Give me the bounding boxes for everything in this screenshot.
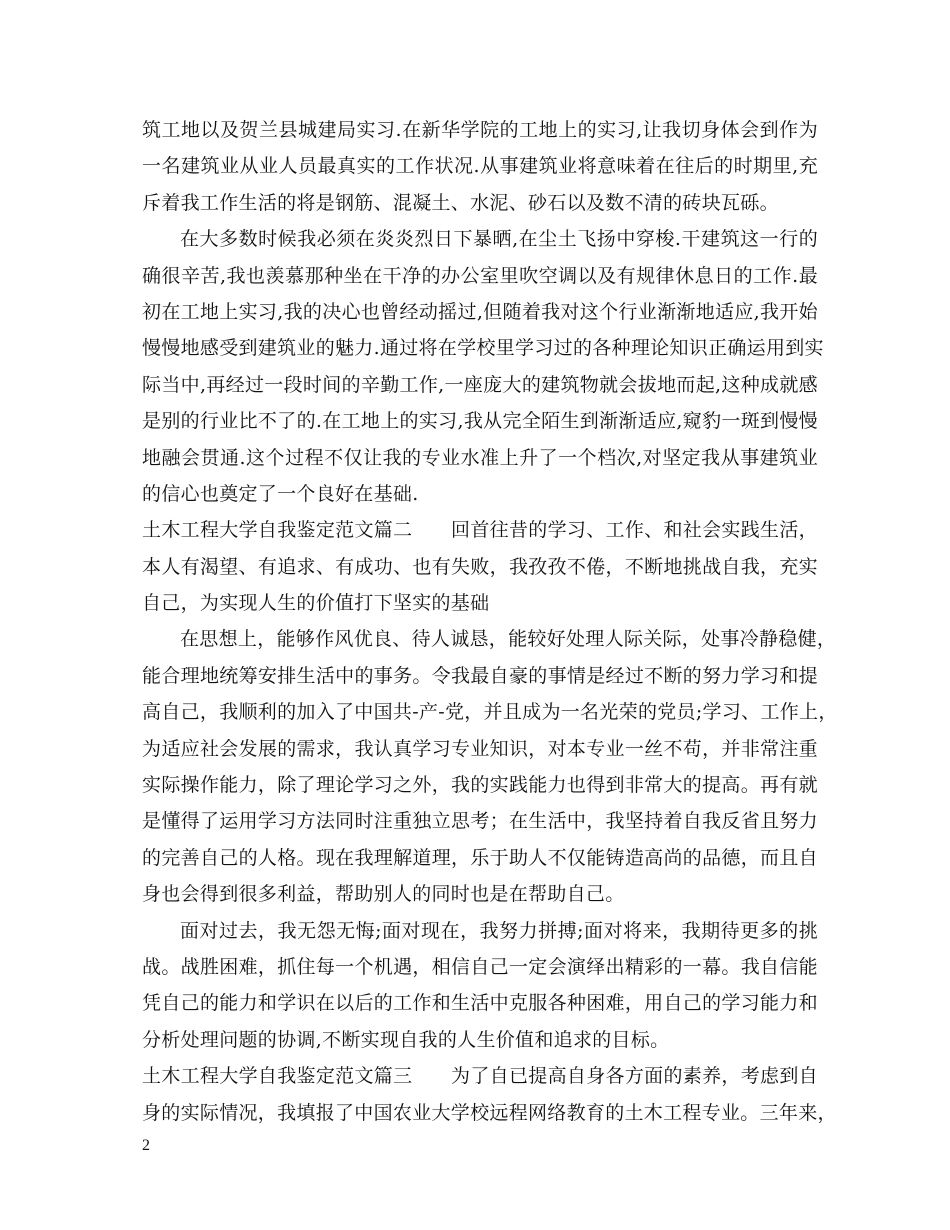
text-line: 的信心也奠定了一个良好在基础. — [142, 482, 419, 505]
page-number: 2 — [142, 1137, 150, 1154]
text-line: 确很辛苦,我也羡慕那种坐在干净的办公室里吹空调以及有规律休息日的工作.最 — [142, 264, 818, 287]
text-line: 身也会得到很多利益，帮助别人的同时也是在帮助自己。 — [142, 883, 625, 906]
text-line: 的完善自己的人格。现在我理解道理，乐于助人不仅能铸造高尚的品德，而且自 — [142, 846, 818, 869]
text-line: 是懂得了运用学习方法同时注重独立思考；在生活中，我坚持着自我反省且努力 — [142, 810, 818, 833]
text-line: 斥着我工作生活的将是钢筋、混凝土、水泥、砂石以及数不清的砖块瓦砾。 — [142, 191, 779, 214]
text-line: 凭自己的能力和学识在以后的工作和生活中克服各种困难，用自己的学习能力和 — [142, 992, 818, 1015]
text-line: 际当中,再经过一段时间的辛勤工作,一座庞大的建筑物就会拔地而起,这种成就感 — [142, 373, 818, 396]
text-line: 身的实际情况，我填报了中国农业大学校远程网络教育的土木工程专业。三年来， — [142, 1101, 837, 1124]
text-line: 分析处理问题的协调,不断实现自我的人生价值和追求的目标。 — [142, 1028, 670, 1051]
paragraph-first-line: 在大多数时候我必须在炎炎烈日下暴晒,在尘土飞扬中穿梭.干建筑这一行的 — [180, 228, 818, 251]
text-line: 自己，为实现人生的价值打下坚实的基础 — [142, 592, 490, 615]
text-line: 能合理地统筹安排生活中的事务。令我最自豪的事情是经过不断的努力学习和提 — [142, 664, 818, 687]
text-line: 实际操作能力，除了理论学习之外，我的实践能力也得到非常大的提高。再有就 — [142, 774, 818, 797]
text-line: 高自己，我顺利的加入了中国共-产-党，并且成为一名光荣的党员;学习、工作上， — [142, 701, 838, 724]
document-body — [142, 112, 838, 1131]
text-line: 是别的行业比不了的.在工地上的实习,我从完全陌生到渐渐适应,窥豹一斑到慢慢 — [142, 410, 818, 433]
text-line: 地融会贯通.这个过程不仅让我的专业水准上升了一个档次,对坚定我从事建筑业 — [142, 446, 818, 469]
text-line: 战。战胜困难，抓住每一个机遇，相信自己一定会演绎出精彩的一幕。我自信能 — [142, 955, 818, 978]
paragraph-first-line: 在思想上，能够作风优良、待人诚恳，能较好处理人际关际，处事冷静稳健， — [180, 628, 837, 651]
section-heading-line: 土木工程大学自我鉴定范文篇二 回首往昔的学习、工作、和社会实践生活， — [142, 519, 818, 542]
text-line: 初在工地上实习,我的决心也曾经动摇过,但随着我对这个行业渐渐地适应,我开始 — [142, 300, 818, 323]
text-line: 慢慢地感受到建筑业的魅力.通过将在学校里学习过的各种理论知识正确运用到实 — [142, 337, 824, 360]
text-line: 本人有渴望、有追求、有成功、也有失败，我孜孜不倦，不断地挑战自我，充实 — [142, 555, 818, 578]
paragraph-first-line: 面对过去，我无怨无悔;面对现在，我努力拼搏;面对将来，我期待更多的挑 — [180, 919, 818, 942]
text-line: 一名建筑业从业人员最真实的工作状况.从事建筑业将意味着在往后的时期里,充 — [142, 155, 818, 178]
text-line: 为适应社会发展的需求，我认真学习专业知识，对本专业一丝不苟，并非常注重 — [142, 737, 818, 760]
section-heading-line: 土木工程大学自我鉴定范文篇三 为了自已提高自身各方面的素养，考虑到自 — [142, 1065, 818, 1088]
text-line: 筑工地以及贺兰县城建局实习.在新华学院的工地上的实习,让我切身体会到作为 — [142, 119, 818, 141]
